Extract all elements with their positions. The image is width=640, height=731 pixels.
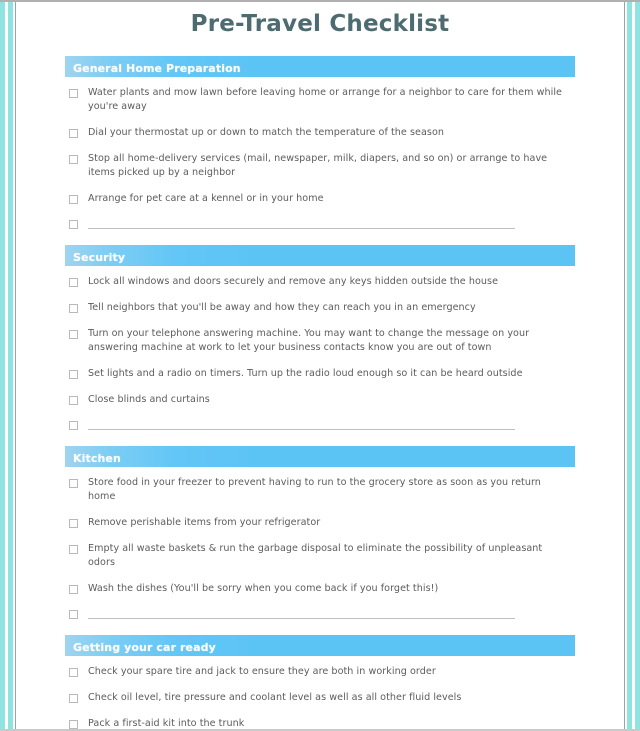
checklist-item-label: Remove perishable items from your refrigerator [88, 517, 321, 528]
checkbox-unchecked-icon[interactable] [69, 89, 78, 98]
stripe-gap-1 [632, 2, 635, 729]
checkbox-unchecked-icon[interactable] [69, 129, 78, 138]
checklist-blank-write-in-row[interactable] [65, 609, 575, 619]
checklist-items [65, 476, 575, 619]
stripe-gap-2 [625, 2, 627, 729]
section-header-bar [65, 635, 575, 656]
checklist-item-label: Wash the dishes (You'll be sorry when you come back if you forget this!) [88, 583, 439, 594]
checklist-item[interactable] [65, 275, 575, 289]
write-in-rule-line[interactable] [88, 618, 515, 619]
checkbox-unchecked-icon[interactable] [69, 545, 78, 554]
write-in-rule-line[interactable] [88, 429, 515, 430]
page-content [17, 2, 623, 729]
section-header-label: Security [73, 251, 126, 264]
checkbox-unchecked-icon[interactable] [69, 330, 78, 339]
checklist-section [65, 635, 575, 731]
checklist-items [65, 86, 575, 229]
checkbox-unchecked-icon[interactable] [69, 421, 78, 430]
checkbox-unchecked-icon[interactable] [69, 585, 78, 594]
checklist-items [65, 275, 575, 430]
stripe-1 [635, 2, 640, 729]
checklist-item[interactable] [65, 393, 575, 407]
checklist-item[interactable] [65, 301, 575, 315]
checklist-item-label: Turn on your telephone answering machine. You may want to change the message on your answering machine at work to let your business contacts know you are out of town [88, 328, 530, 353]
checklist-item[interactable] [65, 327, 575, 355]
checklist-section [65, 446, 575, 619]
checklist-item-label: Check your spare tire and jack to ensure they are both in working order [88, 666, 436, 677]
checklist-items [65, 665, 575, 731]
section-header-label: Getting your car ready [73, 641, 216, 654]
checkbox-unchecked-icon[interactable] [69, 195, 78, 204]
checkbox-unchecked-icon[interactable] [69, 479, 78, 488]
section-header-bar [65, 56, 575, 77]
checklist-item-label: Close blinds and curtains [88, 394, 210, 405]
checklist-item-label: Water plants and mow lawn before leaving home or arrange for a neighbor to care for them while you're away [88, 87, 563, 112]
checkbox-unchecked-icon[interactable] [69, 155, 78, 164]
checklist-item[interactable] [65, 126, 575, 140]
checklist-item-label: Lock all windows and doors securely and remove any keys hidden outside the house [88, 276, 499, 287]
checkbox-unchecked-icon[interactable] [69, 396, 78, 405]
checklist-item[interactable] [65, 476, 575, 504]
write-in-rule-line[interactable] [88, 228, 515, 229]
checkbox-unchecked-icon[interactable] [69, 278, 78, 287]
checkbox-unchecked-icon[interactable] [69, 519, 78, 528]
checkbox-unchecked-icon[interactable] [69, 220, 78, 229]
checkbox-unchecked-icon[interactable] [69, 370, 78, 379]
stripe-gap-1 [5, 2, 8, 729]
checklist-item[interactable] [65, 717, 575, 731]
checkbox-unchecked-icon[interactable] [69, 668, 78, 677]
checklist-item-label: Store food in your freezer to prevent having to run to the grocery store as soon as you return home [88, 477, 541, 502]
checklist-item[interactable] [65, 665, 575, 679]
section-header-label: Kitchen [73, 452, 121, 465]
checklist-item-label: Pack a first-aid kit into the trunk [88, 718, 245, 729]
stripe-edge-line [15, 2, 16, 729]
checklist-item[interactable] [65, 86, 575, 114]
checklist-item-label: Dial your thermostat up or down to match the temperature of the season [88, 127, 445, 138]
checklist-blank-write-in-row[interactable] [65, 219, 575, 229]
checklist-item[interactable] [65, 152, 575, 180]
checklist-item[interactable] [65, 192, 575, 206]
stripe-edge-line [624, 2, 625, 729]
right-decorative-stripe-band [623, 2, 640, 729]
stripe-gap-2 [13, 2, 15, 729]
checklist-item-label: Set lights and a radio on timers. Turn up the radio loud enough so it can be heard outside [88, 368, 523, 379]
page-title: Pre-Travel Checklist [190, 11, 450, 37]
stripe-2 [627, 2, 632, 729]
checklist-item-label: Stop all home-delivery services (mail, newspaper, milk, diapers, and so on) or arrange to have items picked up by a neighbor [88, 153, 548, 178]
checklist-item[interactable] [65, 542, 575, 570]
checklist-item[interactable] [65, 367, 575, 381]
stripe-1 [0, 2, 5, 729]
checklist-item[interactable] [65, 582, 575, 596]
checklist-item-label: Check oil level, tire pressure and coolant level as well as all other fluid levels [88, 692, 462, 703]
section-header-bar [65, 245, 575, 266]
left-decorative-stripe-band [0, 2, 17, 729]
checklist-sections [17, 56, 623, 731]
checklist-item-label: Arrange for pet care at a kennel or in your home [88, 193, 324, 204]
checklist-item[interactable] [65, 516, 575, 530]
checkbox-unchecked-icon[interactable] [69, 720, 78, 729]
checklist-section [65, 245, 575, 430]
stripe-2 [8, 2, 13, 729]
checklist-item-label: Empty all waste baskets & run the garbage disposal to eliminate the possibility of unpleasant odors [88, 543, 543, 568]
checklist-section [65, 56, 575, 229]
checkbox-unchecked-icon[interactable] [69, 694, 78, 703]
checkbox-unchecked-icon[interactable] [69, 304, 78, 313]
checkbox-unchecked-icon[interactable] [69, 610, 78, 619]
section-header-label: General Home Preparation [73, 62, 241, 75]
section-header-bar [65, 446, 575, 467]
checklist-item-label: Tell neighbors that you'll be away and how they can reach you in an emergency [88, 302, 476, 313]
checklist-blank-write-in-row[interactable] [65, 420, 575, 430]
checklist-item[interactable] [65, 691, 575, 705]
